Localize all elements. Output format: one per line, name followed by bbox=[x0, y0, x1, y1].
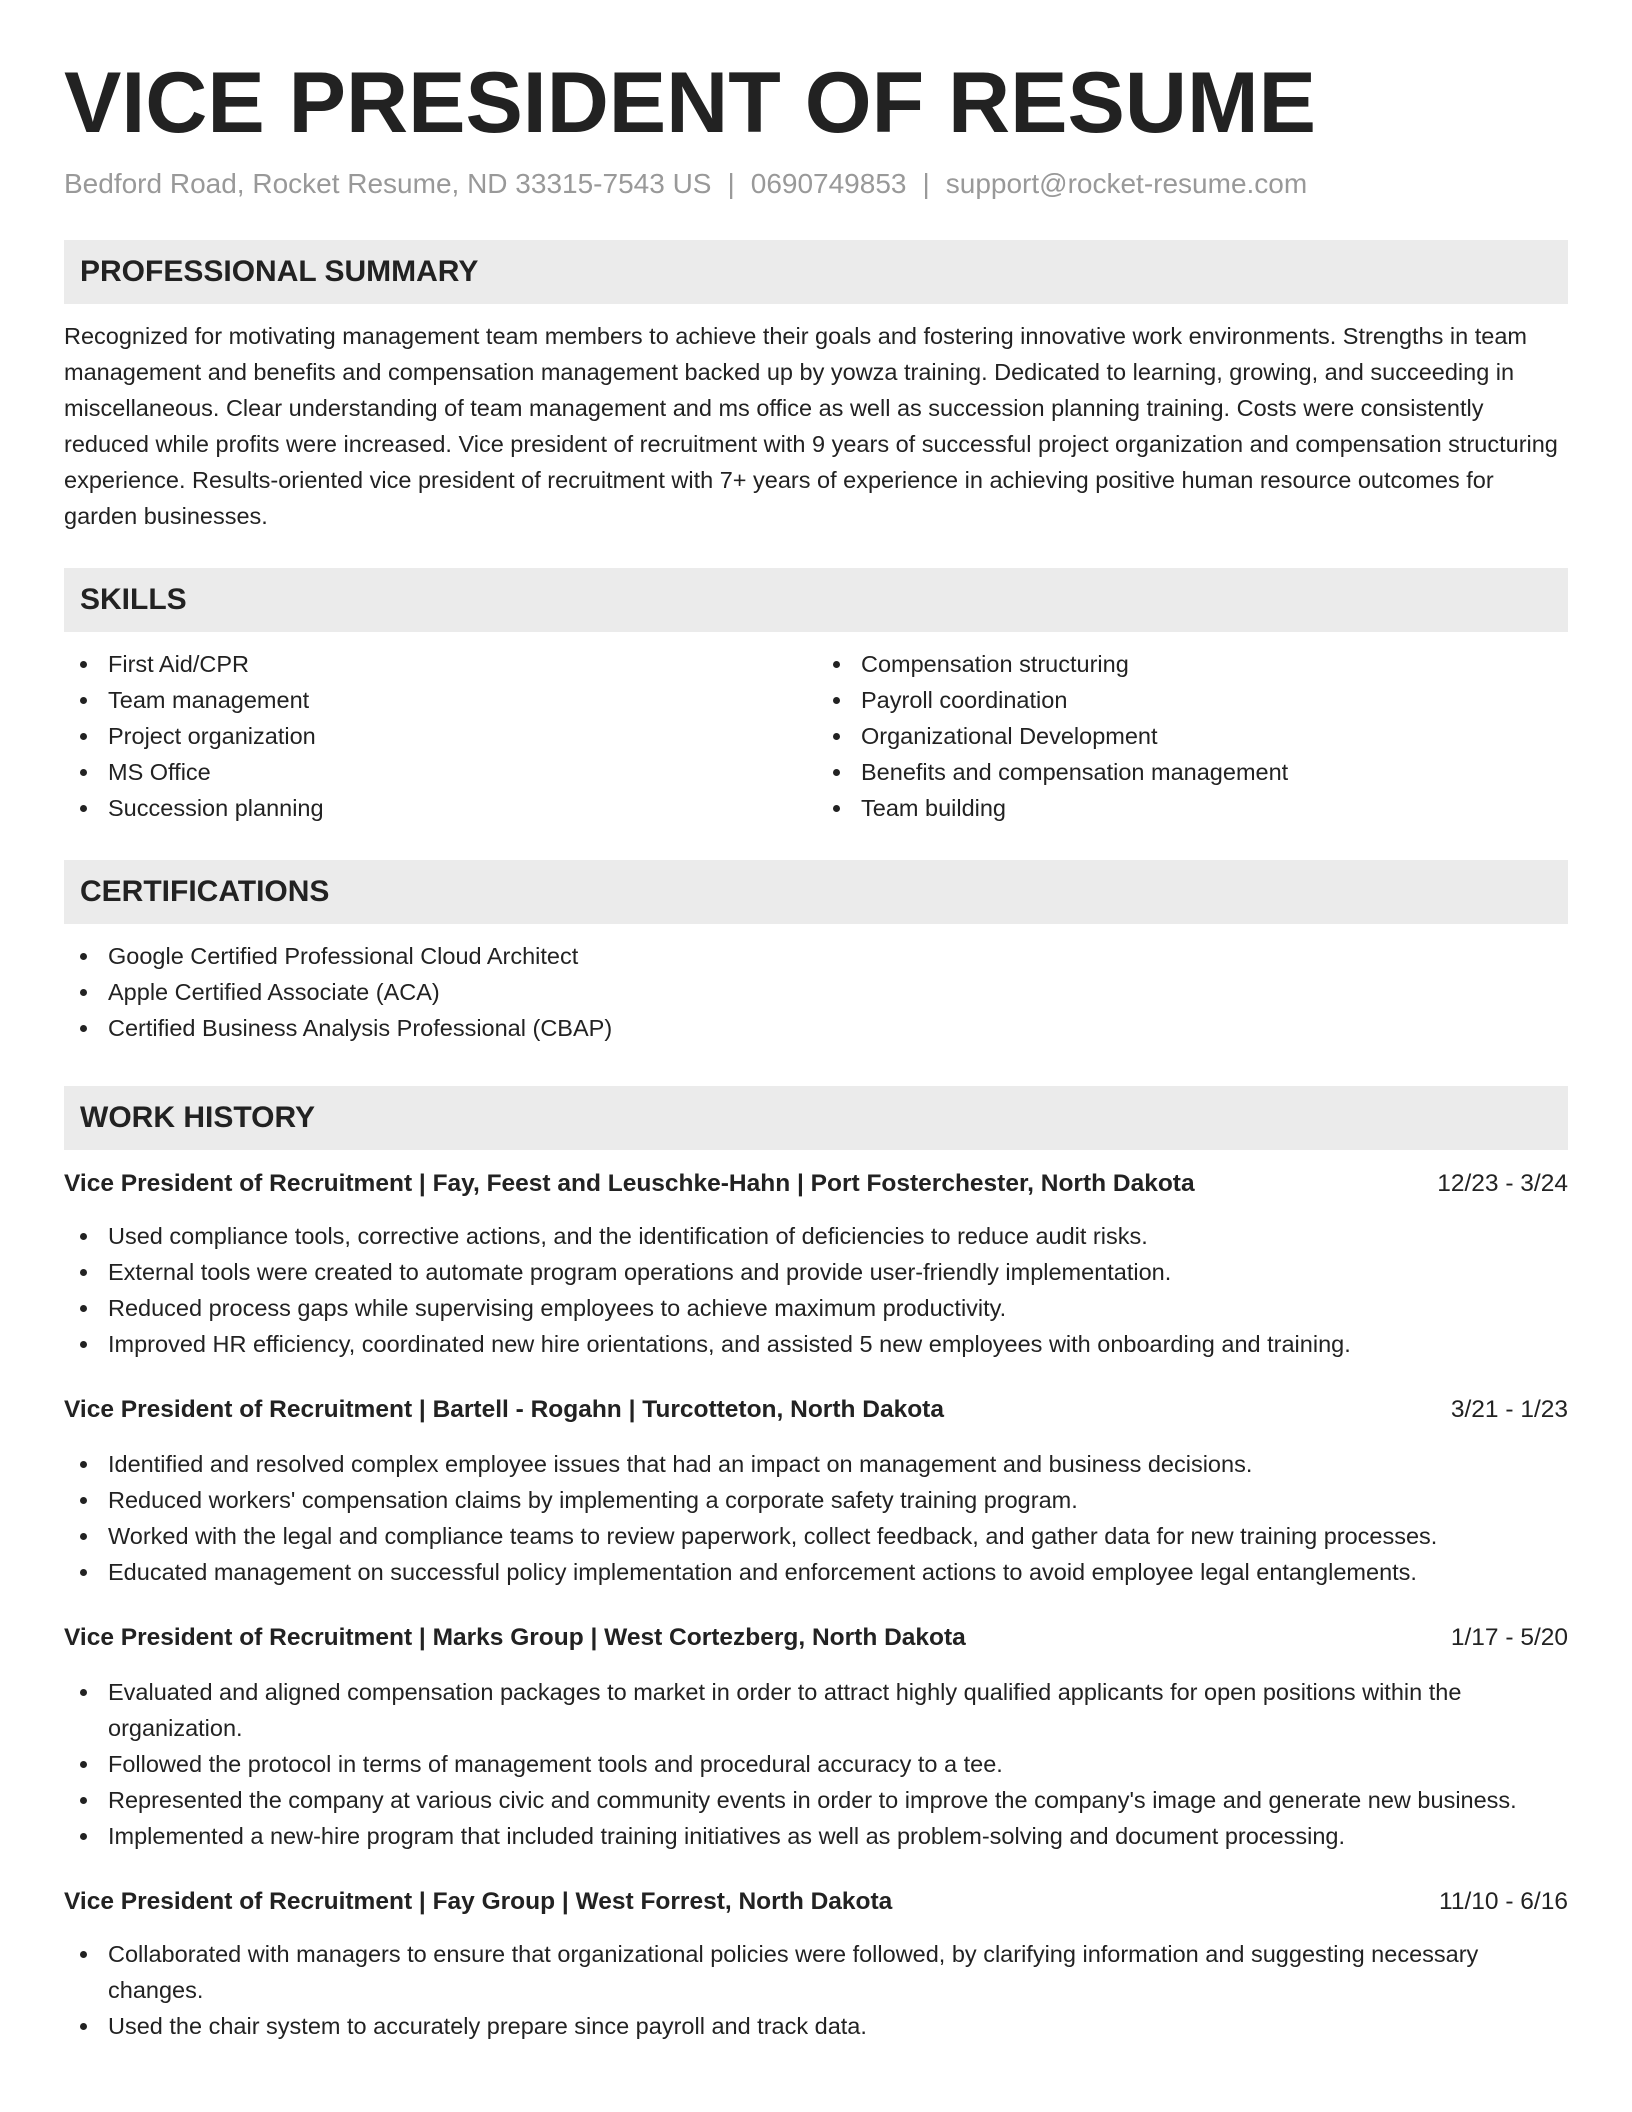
job-bullet: Reduced process gaps while supervising employees to achieve maximum productivity. bbox=[64, 1290, 1568, 1326]
job-entry bbox=[64, 1392, 1568, 1590]
skill-item: MS Office bbox=[64, 754, 815, 790]
contact-separator: | bbox=[727, 168, 735, 200]
job-bullet: External tools were created to automate program operations and provide user-friendly implementation. bbox=[64, 1254, 1568, 1290]
job-bullet: Followed the protocol in terms of management tools and procedural accuracy to a tee. bbox=[64, 1746, 1568, 1782]
skills-grid bbox=[64, 646, 1568, 826]
job-title: Vice President of Recruitment | Bartell - Rogahn | Turcotteton, North Dakota bbox=[64, 1395, 944, 1423]
job-entry bbox=[64, 1884, 1568, 2044]
skill-item: Benefits and compensation management bbox=[817, 754, 1568, 790]
contact-address: Bedford Road, Rocket Resume, ND 33315-7543 US bbox=[64, 168, 712, 200]
skill-item: Succession planning bbox=[64, 790, 815, 826]
job-title: Vice President of Recruitment | Fay Group | West Forrest, North Dakota bbox=[64, 1887, 893, 1915]
job-bullet: Collaborated with managers to ensure that organizational policies were followed, by clarifying information and suggesting necessary changes. bbox=[64, 1936, 1568, 2008]
job-entry bbox=[64, 1620, 1568, 1854]
skill-item: Payroll coordination bbox=[817, 682, 1568, 718]
section-header-summary: PROFESSIONAL SUMMARY bbox=[64, 240, 1568, 304]
job-bullet: Improved HR efficiency, coordinated new hire orientations, and assisted 5 new employees with onboarding and training. bbox=[64, 1326, 1568, 1362]
skill-item: Organizational Development bbox=[817, 718, 1568, 754]
job-bullets bbox=[64, 1936, 1568, 2044]
contact-line bbox=[64, 166, 1568, 202]
skill-item: Team building bbox=[817, 790, 1568, 826]
skill-item: First Aid/CPR bbox=[64, 646, 815, 682]
job-bullets bbox=[64, 1674, 1568, 1854]
job-header bbox=[64, 1620, 1568, 1656]
job-bullets bbox=[64, 1446, 1568, 1590]
section-header-skills: SKILLS bbox=[64, 568, 1568, 632]
section-header-work-history: WORK HISTORY bbox=[64, 1086, 1568, 1150]
resume-name: VICE PRESIDENT OF RESUME bbox=[64, 55, 1316, 151]
job-bullet: Identified and resolved complex employee issues that had an impact on management and business decisions. bbox=[64, 1446, 1568, 1482]
job-entry bbox=[64, 1166, 1568, 1362]
job-dates: 1/17 - 5/20 bbox=[1450, 1623, 1568, 1651]
job-header bbox=[64, 1166, 1568, 1202]
certification-item: Apple Certified Associate (ACA) bbox=[64, 974, 1568, 1010]
certification-item: Certified Business Analysis Professional (CBAP) bbox=[64, 1010, 1568, 1046]
job-dates: 11/10 - 6/16 bbox=[1439, 1887, 1568, 1915]
job-bullet: Educated management on successful policy implementation and enforcement actions to avoid employee legal entanglements. bbox=[64, 1554, 1568, 1590]
job-bullet: Worked with the legal and compliance teams to review paperwork, collect feedback, and gather data for new training processes. bbox=[64, 1518, 1568, 1554]
skill-item: Compensation structuring bbox=[817, 646, 1568, 682]
job-title: Vice President of Recruitment | Marks Group | West Cortezberg, North Dakota bbox=[64, 1623, 966, 1651]
job-bullet: Represented the company at various civic and community events in order to improve the company's image and generate new business. bbox=[64, 1782, 1568, 1818]
job-dates: 3/21 - 1/23 bbox=[1450, 1395, 1568, 1423]
skills-list-left bbox=[64, 646, 815, 826]
job-bullet: Evaluated and aligned compensation packages to market in order to attract highly qualified applicants for open positions within the organization. bbox=[64, 1674, 1568, 1746]
contact-phone: 0690749853 bbox=[750, 168, 907, 200]
summary-text: Recognized for motivating management team members to achieve their goals and fostering innovative work environments. Strengths in team management and benefits and compensation management backed up by yowza training. Dedicated to learning, growing, and succeeding in miscellaneous. Clear understanding of team management and ms office as well as succession planning training. Costs were consistently reduced while profits were increased. Vice president of recruitment with 9 years of successful project organization and compensation structuring experience. Results-oriented vice president of recruitment with 7+ years of experience in achieving positive human resource outcomes for garden businesses. bbox=[64, 322, 1558, 529]
job-title: Vice President of Recruitment | Fay, Feest and Leuschke-Hahn | Port Fosterchester, North Dakota bbox=[64, 1169, 1195, 1197]
contact-separator: | bbox=[922, 168, 930, 200]
certifications-list bbox=[64, 938, 1568, 1046]
job-header bbox=[64, 1884, 1568, 1920]
job-bullets bbox=[64, 1218, 1568, 1362]
job-bullet: Used the chair system to accurately prepare since payroll and track data. bbox=[64, 2008, 1568, 2044]
contact-email: support@rocket-resume.com bbox=[945, 168, 1308, 200]
skill-item: Team management bbox=[64, 682, 815, 718]
section-header-certifications: CERTIFICATIONS bbox=[64, 860, 1568, 924]
job-header bbox=[64, 1392, 1568, 1428]
skill-item: Project organization bbox=[64, 718, 815, 754]
job-bullet: Reduced workers' compensation claims by implementing a corporate safety training program. bbox=[64, 1482, 1568, 1518]
job-bullet: Used compliance tools, corrective actions, and the identification of deficiencies to reduce audit risks. bbox=[64, 1218, 1568, 1254]
job-dates: 12/23 - 3/24 bbox=[1437, 1169, 1568, 1197]
job-bullet: Implemented a new-hire program that included training initiatives as well as problem-solving and document processing. bbox=[64, 1818, 1568, 1854]
certification-item: Google Certified Professional Cloud Architect bbox=[64, 938, 1568, 974]
skills-list-right bbox=[815, 646, 1568, 826]
